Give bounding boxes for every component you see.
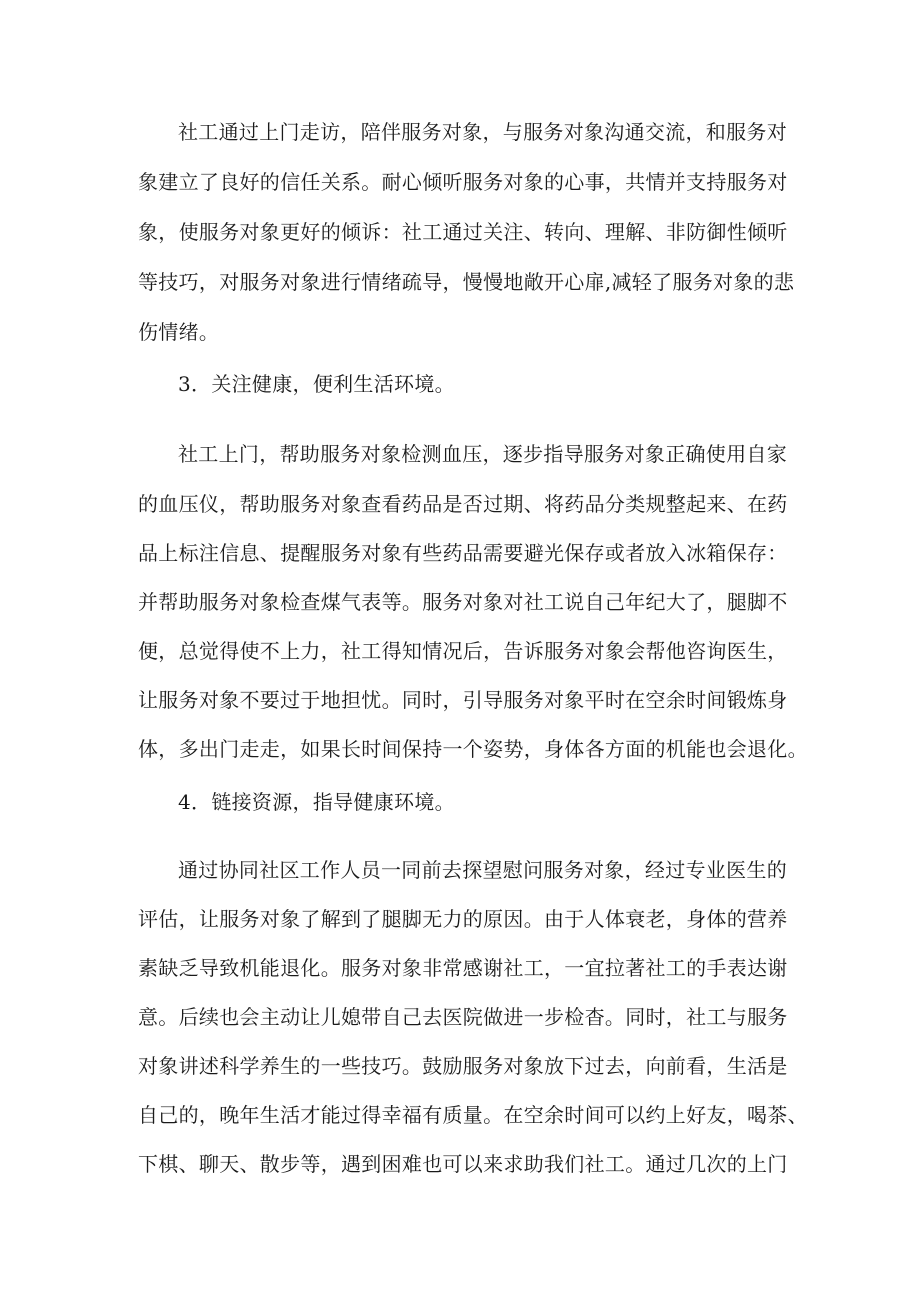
paragraph-2-line-1: 社工上门，帮助服务对象检测血压，逐步指导服务对象正确使用自家 [178, 442, 787, 466]
section-heading-3: 3．关注健康，便利生活环境。 [178, 372, 455, 396]
paragraph-1-line-3: 象，使服务对象更好的倾诉：社工通过关注、转向、理解、非防御性倾听 [138, 220, 788, 244]
paragraph-1-line-5: 伤情绪。 [138, 320, 220, 344]
paragraph-2-line-3: 品上标注信息、提醒服务对象有些药品需要避光保存或者放入冰箱保存： [138, 541, 788, 565]
paragraph-2-line-4: 并帮助服务对象检查煤气表等。服务对象对社工说自己年纪大了，腿脚不 [138, 590, 788, 614]
paragraph-3-line-3: 素缺乏导致机能退化。服务对象非常感谢社工，一宜拉著社工的手表达谢 [138, 956, 788, 980]
paragraph-1-line-2: 象建立了良好的信任关系。耐心倾听服务对象的心事，共情并支持服务对 [138, 170, 788, 194]
paragraph-3-line-4: 意。后续也会主动让儿媳带自己去医院做进一步检杳。同时，社工与服务 [138, 1005, 788, 1029]
paragraph-3-line-5: 对象讲述科学养生的一些技巧。鼓励服务对象放下过去，向前看，生活是 [138, 1054, 788, 1078]
paragraph-3-line-1: 通过协同社区工作人员一同前去探望慰问服务对象，经过专业医生的 [178, 858, 787, 882]
paragraph-2-line-5: 便，总觉得使不上力，社工得知情况后，告诉服务对象会帮他咨询医生， [138, 639, 788, 663]
paragraph-2-line-7: 体，多出门走走，如果长时间保持一个姿势，身体各方面的机能也会退化。 [138, 737, 808, 761]
section-heading-4: 4．链接资源，指导健康环境。 [178, 790, 455, 814]
paragraph-3-line-6: 自己的，晚年生活才能过得幸福有质量。在空余时间可以约上好友，喝茶、 [138, 1103, 808, 1127]
paragraph-3-line-2: 评估，让服务对象了解到了腿脚无力的原因。由于人体衰老，身体的营养 [138, 907, 788, 931]
paragraph-1-line-1: 社工通过上门走访，陪伴服务对象，与服务对象沟通交流，和服务对 [178, 120, 787, 144]
paragraph-2-line-2: 的血压仪，帮助服务对象查看药品是否过期、将药品分类规整起来、在药 [138, 492, 788, 516]
paragraph-2-line-6: 让服务对象不要过于地担忧。同时，引导服务对象平时在空余时间锻炼身 [138, 688, 788, 712]
paragraph-1-line-4: 等技巧，对服务对象进行情绪疏导，慢慢地敞开心扉,减轻了服务对象的悲 [138, 270, 795, 294]
paragraph-3-line-7: 下棋、聊天、散步等，遇到困难也可以来求助我们社工。通过几次的上门 [138, 1152, 788, 1176]
